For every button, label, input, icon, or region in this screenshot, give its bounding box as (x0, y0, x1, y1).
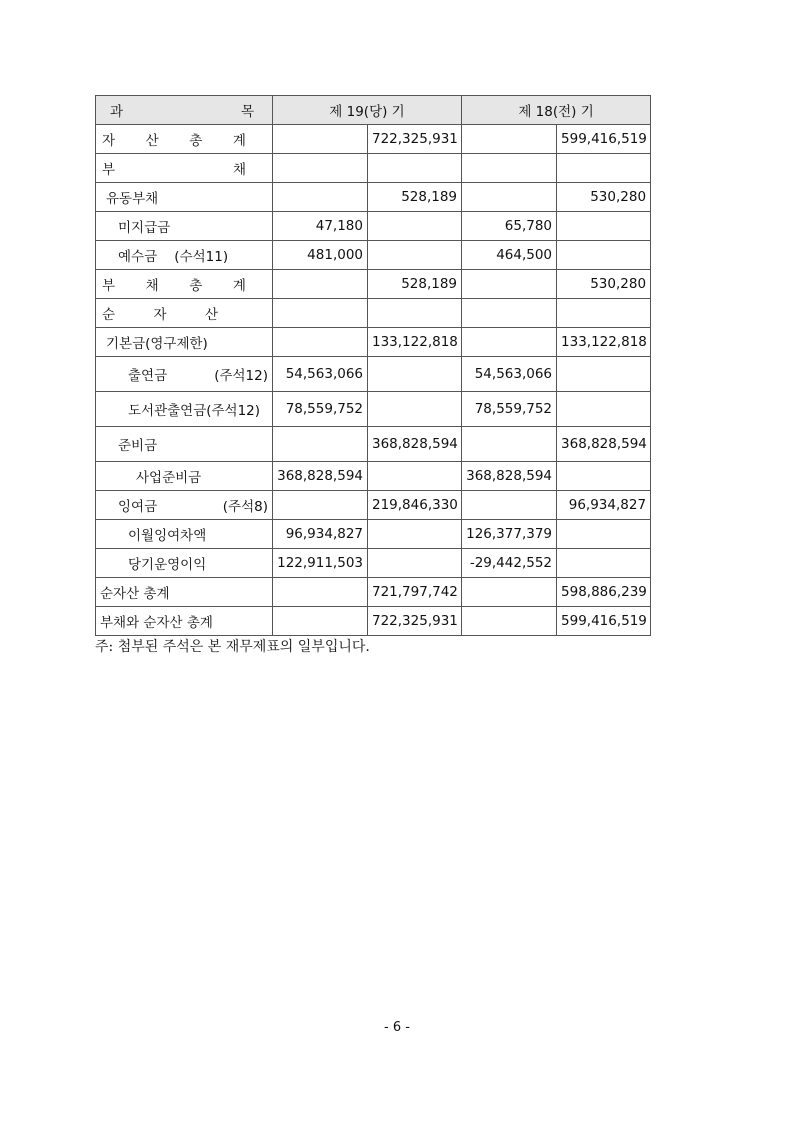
cell-current-total: 722,325,931 (368, 607, 462, 636)
cell-current-total (368, 357, 462, 392)
row-note: (주석8) (222, 499, 268, 515)
table-row (96, 427, 651, 462)
cell-current-detail (273, 125, 368, 154)
table-row (96, 212, 651, 241)
cell-current-total: 528,189 (368, 270, 462, 299)
cell-current-total: 133,122,818 (368, 328, 462, 357)
table-row (96, 520, 651, 549)
cell-current-total: 368,828,594 (368, 427, 462, 462)
table-row (96, 299, 651, 328)
row-label: 출연금 (주석12) (96, 357, 273, 392)
row-label: 도서관출연금(주석12) (96, 392, 273, 427)
row-label: 자 산 총 계 (96, 125, 273, 154)
cell-current-total (368, 549, 462, 578)
cell-prior-detail: 65,780 (462, 212, 557, 241)
row-note: (수석11) (174, 249, 229, 265)
table-header-row (96, 96, 651, 125)
cell-prior-detail (462, 427, 557, 462)
cell-current-detail (273, 154, 368, 183)
cell-current-detail: 47,180 (273, 212, 368, 241)
cell-prior-detail: 464,500 (462, 241, 557, 270)
cell-prior-total (557, 462, 651, 491)
table-row (96, 392, 651, 427)
cell-prior-total (557, 357, 651, 392)
cell-prior-total: 599,416,519 (557, 607, 651, 636)
cell-prior-detail: 54,563,066 (462, 357, 557, 392)
cell-prior-total: 599,416,519 (557, 125, 651, 154)
row-label: 사업준비금 (96, 462, 273, 491)
cell-current-detail (273, 578, 368, 607)
cell-prior-detail (462, 299, 557, 328)
table-row (96, 125, 651, 154)
row-label: 예수금 (수석11) (96, 241, 273, 270)
cell-current-total: 528,189 (368, 183, 462, 212)
row-label: 유동부채 (96, 183, 273, 212)
row-label: 순자산 총계 (96, 578, 273, 607)
row-label: 부채와 순자산 총계 (96, 607, 273, 636)
cell-current-detail (273, 270, 368, 299)
cell-prior-total: 598,886,239 (557, 578, 651, 607)
cell-prior-detail: 368,828,594 (462, 462, 557, 491)
cell-current-detail: 122,911,503 (273, 549, 368, 578)
table-row (96, 183, 651, 212)
cell-current-detail (273, 183, 368, 212)
cell-current-total (368, 212, 462, 241)
row-label: 잉여금 (주석8) (96, 491, 273, 520)
cell-prior-total (557, 241, 651, 270)
cell-current-detail (273, 607, 368, 636)
header-subject: 과 목 (96, 96, 273, 125)
table-row (96, 578, 651, 607)
cell-current-detail (273, 299, 368, 328)
cell-prior-total (557, 299, 651, 328)
cell-current-total: 722,325,931 (368, 125, 462, 154)
cell-prior-total: 530,280 (557, 183, 651, 212)
cell-prior-detail (462, 125, 557, 154)
header-current-period: 제 19(당) 기 (273, 96, 462, 125)
row-label: 준비금 (96, 427, 273, 462)
table-row (96, 607, 651, 636)
table-row (96, 549, 651, 578)
cell-prior-detail: -29,442,552 (462, 549, 557, 578)
cell-current-total: 721,797,742 (368, 578, 462, 607)
cell-current-detail: 78,559,752 (273, 392, 368, 427)
cell-prior-total: 133,122,818 (557, 328, 651, 357)
table-row (96, 328, 651, 357)
page-number: - 6 - (384, 1020, 410, 1035)
table-row (96, 241, 651, 270)
table-row (96, 154, 651, 183)
cell-prior-detail (462, 183, 557, 212)
header-prior-period: 제 18(전) 기 (462, 96, 651, 125)
balance-sheet-table (95, 95, 651, 636)
footnote: 주: 첨부된 주석은 본 재무제표의 일부입니다. (95, 639, 370, 655)
cell-current-detail: 54,563,066 (273, 357, 368, 392)
row-label: 당기운영이익 (96, 549, 273, 578)
cell-prior-detail (462, 270, 557, 299)
cell-prior-detail (462, 578, 557, 607)
row-label: 기본금(영구제한) (96, 328, 273, 357)
cell-current-total: 219,846,330 (368, 491, 462, 520)
table-row (96, 357, 651, 392)
cell-prior-detail: 126,377,379 (462, 520, 557, 549)
cell-prior-total (557, 212, 651, 241)
cell-current-detail: 481,000 (273, 241, 368, 270)
cell-current-detail: 368,828,594 (273, 462, 368, 491)
cell-prior-detail (462, 491, 557, 520)
cell-prior-detail (462, 607, 557, 636)
cell-current-total (368, 520, 462, 549)
cell-current-detail (273, 491, 368, 520)
cell-prior-total (557, 392, 651, 427)
cell-current-total (368, 299, 462, 328)
row-label: 부 채 (96, 154, 273, 183)
cell-current-total (368, 392, 462, 427)
cell-prior-detail (462, 328, 557, 357)
cell-prior-total (557, 154, 651, 183)
cell-prior-total (557, 520, 651, 549)
cell-current-total (368, 241, 462, 270)
cell-current-detail: 96,934,827 (273, 520, 368, 549)
cell-prior-detail: 78,559,752 (462, 392, 557, 427)
row-label: 미지급금 (96, 212, 273, 241)
cell-prior-total (557, 549, 651, 578)
cell-current-total (368, 462, 462, 491)
cell-prior-detail (462, 154, 557, 183)
cell-current-total (368, 154, 462, 183)
cell-prior-total: 96,934,827 (557, 491, 651, 520)
cell-current-detail (273, 328, 368, 357)
cell-prior-total: 530,280 (557, 270, 651, 299)
table-row (96, 270, 651, 299)
row-label: 부 채 총 계 (96, 270, 273, 299)
cell-current-detail (273, 427, 368, 462)
table-row (96, 491, 651, 520)
row-note: (주석12) (214, 368, 268, 384)
row-label: 순 자 산 (96, 299, 273, 328)
row-label: 이월잉여차액 (96, 520, 273, 549)
cell-prior-total: 368,828,594 (557, 427, 651, 462)
table-row (96, 462, 651, 491)
